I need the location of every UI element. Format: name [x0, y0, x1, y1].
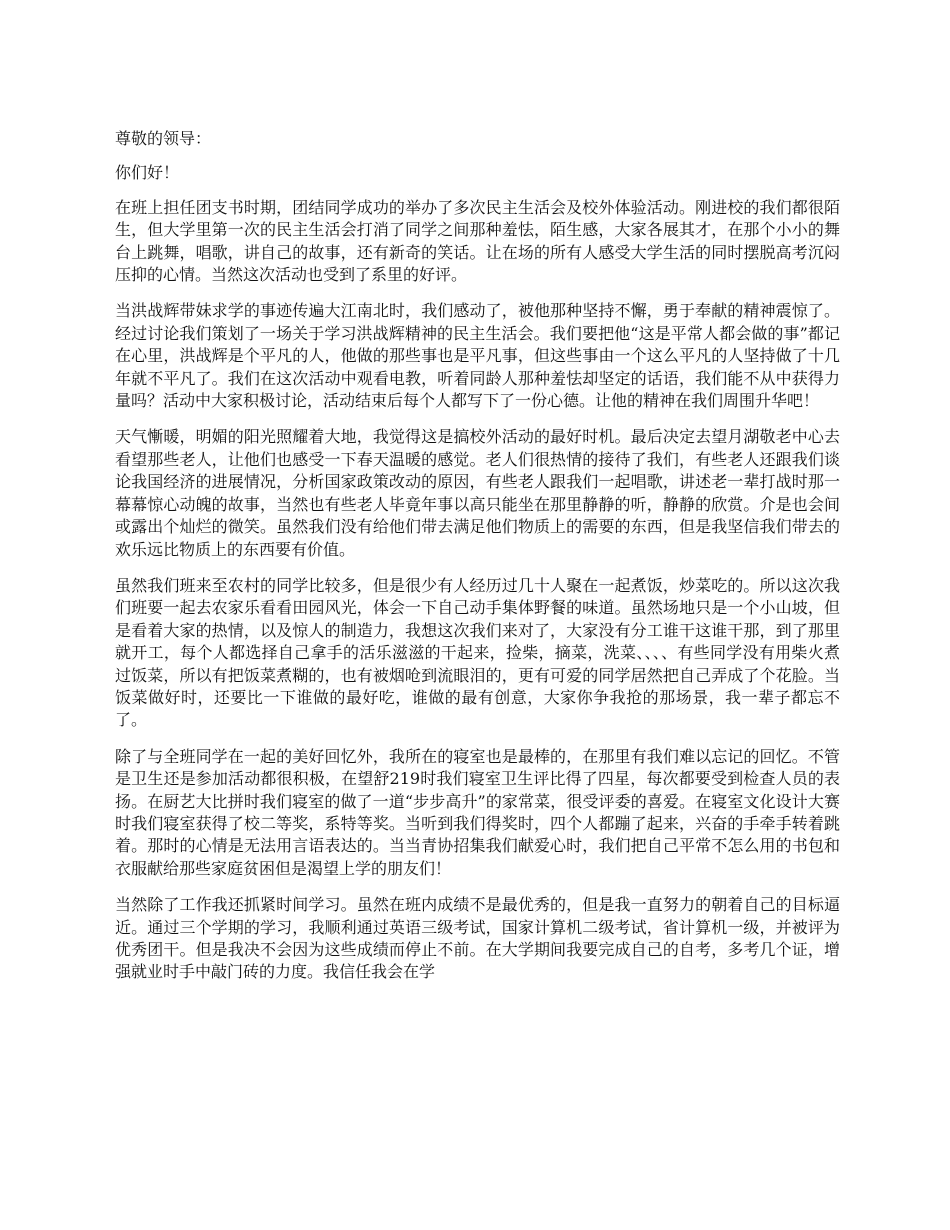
salutation: 尊敬的领导： [115, 129, 212, 148]
paragraph-2: 当洪战辉带妹求学的事迹传遍大江南北时，我们感动了，被他那种坚持不懈，勇于奉献的精神震惊了。经过讨论我们策划了一场关于学习洪战辉精神的民主生活会。我们要把他“这是平常人都会做的事”都记在心里，洪战辉是个平凡的人，他做的那些事也是平凡事，但这些事由一个这么平凡的人坚持做了十几年就不平凡了。我们在这次活动中观看电教，听着同龄人那种羞怯却坚定的话语，我们能不从中获得力量吗？活动中大家积极讨论，活动结束后每个人都写下了一份心德。让他的精神在我们周围升华吧！ [115, 301, 840, 411]
letter-body [115, 128, 840, 998]
greeting: 你们好！ [115, 163, 180, 183]
paragraph-6: 当然除了工作我还抓紧时间学习。虽然在班内成绩不是最优秀的，但是我一直努力的朝着自己的目标逼近。通过三个学期的学习，我顺利通过英语三级考试，国家计算机二级考试，省计算机一级，并被评为优秀团干。但是我决不会因为这些成绩而停止不前。在大学期间我要完成自己的自考，多考几个证，增强就业时手中敲门砖的力度。我信任我会在学 [115, 895, 840, 982]
paragraph-1: 在班上担任团支书时期，团结同学成功的举办了多次民主生活会及校外体验活动。刚进校的我们都很陌生，但大学里第一次的民主生活会打消了同学之间那种羞怯，陌生感，大家各展其才，在那个小小的舞台上跳舞，唱歌，讲自己的故事，还有新奇的笑话。让在场的所有人感受大学生活的同时摆脱高考沉闷压抑的心情。当然这次活动也受到了系里的好评。 [115, 197, 840, 285]
paragraph-4: 虽然我们班来至农村的同学比较多，但是很少有人经历过几十人聚在一起煮饭，炒菜吃的。所以这次我们班要一起去农家乐看看田园风光，体会一下自己动手集体野餐的味道。虽然场地只是一个小山坡，但是看着大家的热情，以及惊人的制造力，我想这次我们来对了，大家没有分工谁干这谁干那，到了那里就开工，每个人都选择自己拿手的活乐滋滋的干起来，捡柴，摘菜，洗菜、、、、有些同学没有用柴火煮过饭菜，所以有把饭菜煮糊的，也有被烟呛到流眼泪的，更有可爱的同学居然把自己弄成了个花脸。当饭菜做好时，还要比一下谁做的最好吃，谁做的最有创意，大家你争我抢的那场景，我一辈子都忘不了。 [115, 575, 840, 730]
paragraph-5: 除了与全班同学在一起的美好回忆外，我所在的寝室也是最棒的，在那里有我们难以忘记的回忆。不管是卫生还是参加活动都很积极，在望舒219时我们寝室卫生评比得了四星，每次都要受到检查人员的表扬。在厨艺大比拼时我们寝室的做了一道“步步高升”的家常菜，很受评委的喜爱。在寝室文化设计大赛时我们寝室获得了校二等奖，系特等奖。当听到我们得奖时，四个人都蹦了起来，兴奋的手牵手转着跳着。那时的心情是无法用言语表达的。当当青协招集我们献爱心时，我们把自己平常不怎么用的书包和衣服献给那些家庭贫困但是渴望上学的朋友们！ [115, 746, 840, 878]
paragraph-3: 天气慚暖，明媚的阳光照耀着大地，我觉得这是搞校外活动的最好时机。最后决定去望月湖敬老中心去看望那些老人，让他们也感受一下春天温暖的感觉。老人们很热情的接待了我们，有些老人还跟我们谈论我国经济的进展情况，分析国家政策改动的原因，有些老人跟我们一起唱歌，讲述老一辈打战时那一幕幕惊心动魄的故事，当然也有些老人毕竟年事以高只能坐在那里静静的听，静静的欣赏。介是也会间或露出个灿烂的微笑。虽然我们没有给他们带去满足他们物质上的需要的东西，但是我坚信我们带去的欢乐远比物质上的东西要有价值。 [115, 427, 840, 559]
